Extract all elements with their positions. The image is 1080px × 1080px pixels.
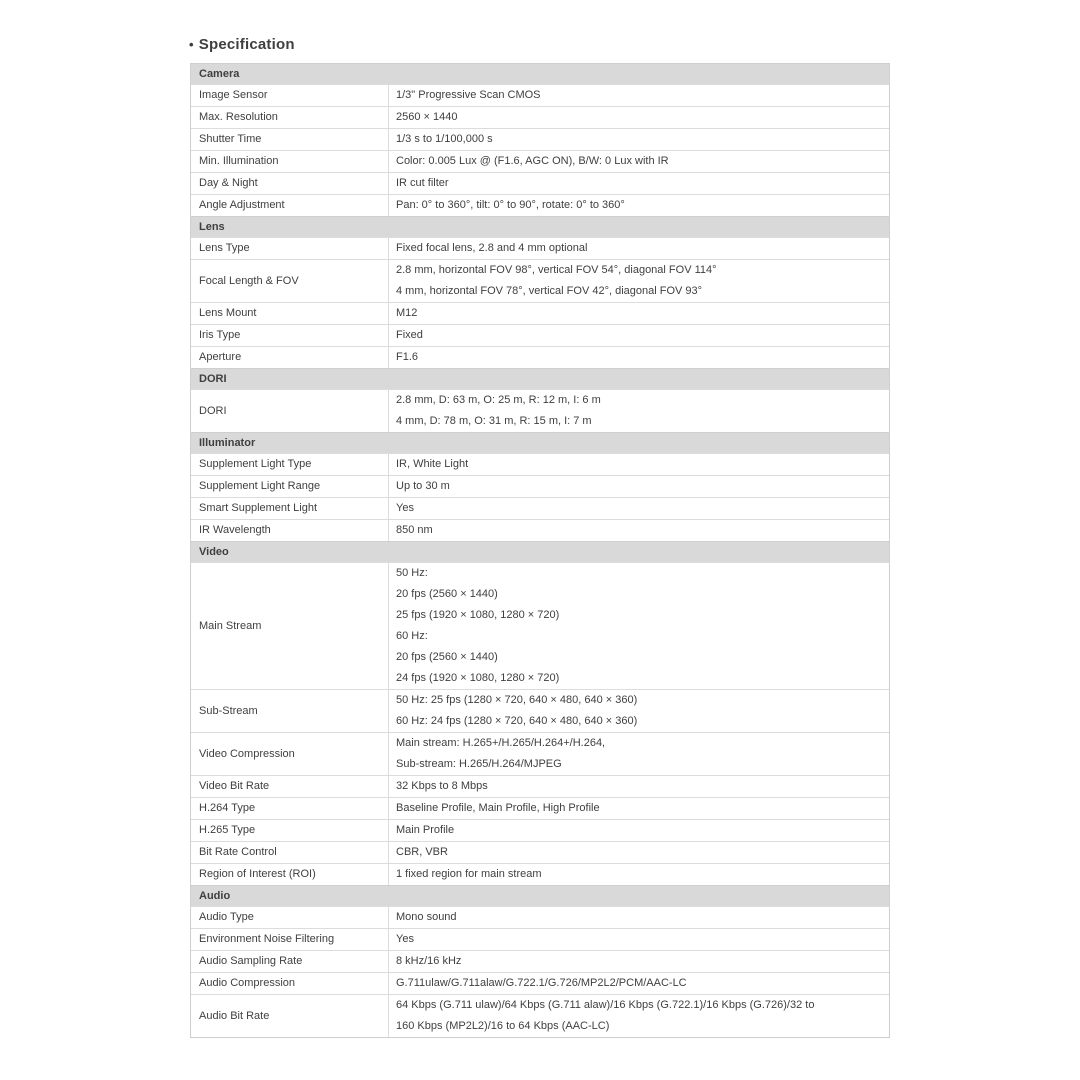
spec-value	[389, 498, 889, 519]
spec-value-line: CBR, VBR	[396, 846, 448, 858]
spec-row-audio-sampling-rate	[191, 950, 889, 972]
spec-value-line: 2.8 mm, horizontal FOV 98°, vertical FOV 54°, diagonal FOV 114°	[396, 264, 717, 276]
spec-row-h-264-type	[191, 797, 889, 819]
spec-value-line: 1 fixed region for main stream	[396, 868, 542, 880]
spec-value	[389, 820, 889, 841]
spec-label: Supplement Light Type	[191, 454, 389, 475]
spec-value-line: 2.8 mm, D: 63 m, O: 25 m, R: 12 m, I: 6 m	[396, 394, 601, 406]
spec-label: IR Wavelength	[191, 520, 389, 541]
spec-value	[389, 129, 889, 150]
spec-label: Day & Night	[191, 173, 389, 194]
spec-value	[389, 733, 889, 775]
spec-value-line: 32 Kbps to 8 Mbps	[396, 780, 488, 792]
spec-value-line: IR cut filter	[396, 177, 449, 189]
spec-value-line: 850 nm	[396, 524, 433, 536]
spec-value	[389, 107, 889, 128]
page-title-text: Specification	[198, 36, 295, 53]
spec-label: Main Stream	[191, 563, 389, 689]
spec-value-line: 20 fps (2560 × 1440)	[396, 588, 498, 600]
spec-label: Image Sensor	[191, 85, 389, 106]
spec-value-line: Sub-stream: H.265/H.264/MJPEG	[396, 758, 562, 770]
spec-value-line: 160 Kbps (MP2L2)/16 to 64 Kbps (AAC-LC)	[396, 1020, 610, 1032]
spec-label: Angle Adjustment	[191, 195, 389, 216]
section-header-dori: DORI	[191, 368, 889, 389]
spec-value-line: 2560 × 1440	[396, 111, 458, 123]
spec-value-line: Fixed	[396, 329, 423, 341]
spec-label: Environment Noise Filtering	[191, 929, 389, 950]
spec-value	[389, 303, 889, 324]
spec-label: Lens Type	[191, 238, 389, 259]
spec-value-line: IR, White Light	[396, 458, 469, 470]
spec-row-iris-type	[191, 324, 889, 346]
spec-row-focal-length-fov	[191, 259, 889, 302]
section-header-lens: Lens	[191, 216, 889, 237]
spec-row-angle-adjustment	[191, 194, 889, 216]
section-header-camera: Camera	[191, 63, 889, 84]
spec-row-lens-mount	[191, 302, 889, 324]
spec-value	[389, 85, 889, 106]
spec-value-line: Mono sound	[396, 911, 457, 923]
specification-table	[190, 63, 890, 1038]
spec-row-video-compression	[191, 732, 889, 775]
spec-label: Audio Type	[191, 907, 389, 928]
spec-value	[389, 563, 889, 689]
spec-value	[389, 929, 889, 950]
spec-label: Max. Resolution	[191, 107, 389, 128]
spec-row-region-of-interest-roi	[191, 863, 889, 885]
spec-label: Iris Type	[191, 325, 389, 346]
spec-value	[389, 951, 889, 972]
spec-value-line: 60 Hz: 24 fps (1280 × 720, 640 × 480, 640 × 360)	[396, 715, 638, 727]
spec-label: Video Bit Rate	[191, 776, 389, 797]
spec-label: Audio Compression	[191, 973, 389, 994]
spec-label: Region of Interest (ROI)	[191, 864, 389, 885]
spec-row-min-illumination	[191, 150, 889, 172]
spec-value-line: M12	[396, 307, 418, 319]
section-header-illuminator: Illuminator	[191, 432, 889, 453]
spec-value-line: 4 mm, horizontal FOV 78°, vertical FOV 42°, diagonal FOV 93°	[396, 285, 703, 297]
spec-label: H.264 Type	[191, 798, 389, 819]
spec-row-supplement-light-type	[191, 453, 889, 475]
spec-value-line: 1/3" Progressive Scan CMOS	[396, 89, 541, 101]
spec-label: DORI	[191, 390, 389, 432]
spec-value	[389, 238, 889, 259]
spec-row-audio-bit-rate	[191, 994, 889, 1037]
spec-value	[389, 476, 889, 497]
spec-row-lens-type	[191, 237, 889, 259]
spec-value	[389, 776, 889, 797]
spec-value-line: 50 Hz: 25 fps (1280 × 720, 640 × 480, 640 × 360)	[396, 694, 638, 706]
spec-label: Bit Rate Control	[191, 842, 389, 863]
bullet-icon: •	[189, 37, 194, 52]
spec-value-line: 8 kHz/16 kHz	[396, 955, 462, 967]
spec-label: Audio Sampling Rate	[191, 951, 389, 972]
spec-value-line: 20 fps (2560 × 1440)	[396, 651, 498, 663]
spec-row-main-stream	[191, 562, 889, 689]
spec-value	[389, 520, 889, 541]
spec-value-line: 50 Hz:	[396, 567, 428, 579]
spec-value-line: 24 fps (1920 × 1080, 1280 × 720)	[396, 672, 560, 684]
spec-row-day-night	[191, 172, 889, 194]
spec-value-line: F1.6	[396, 351, 419, 363]
spec-label: Shutter Time	[191, 129, 389, 150]
spec-row-smart-supplement-light	[191, 497, 889, 519]
spec-value-line: Up to 30 m	[396, 480, 450, 492]
spec-value	[389, 173, 889, 194]
spec-label: Audio Bit Rate	[191, 995, 389, 1037]
spec-label: H.265 Type	[191, 820, 389, 841]
spec-value	[389, 260, 889, 302]
spec-label: Min. Illumination	[191, 151, 389, 172]
spec-row-supplement-light-range	[191, 475, 889, 497]
spec-label: Video Compression	[191, 733, 389, 775]
spec-value	[389, 690, 889, 732]
spec-value-line: Yes	[396, 502, 414, 514]
spec-row-sub-stream	[191, 689, 889, 732]
spec-value-line: G.711ulaw/G.711alaw/G.722.1/G.726/MP2L2/PCM/AAC-LC	[396, 977, 687, 989]
spec-row-dori	[191, 389, 889, 432]
spec-label: Focal Length & FOV	[191, 260, 389, 302]
spec-value	[389, 973, 889, 994]
spec-row-audio-type	[191, 906, 889, 928]
spec-label: Supplement Light Range	[191, 476, 389, 497]
spec-label: Smart Supplement Light	[191, 498, 389, 519]
page-title	[189, 36, 295, 53]
spec-value-line: Yes	[396, 933, 414, 945]
spec-row-aperture	[191, 346, 889, 368]
spec-value	[389, 864, 889, 885]
spec-value-line: Color: 0.005 Lux @ (F1.6, AGC ON), B/W: 0 Lux with IR	[396, 155, 669, 167]
spec-value	[389, 151, 889, 172]
spec-label: Aperture	[191, 347, 389, 368]
spec-row-environment-noise-filtering	[191, 928, 889, 950]
spec-value	[389, 995, 889, 1037]
spec-value-line: 25 fps (1920 × 1080, 1280 × 720)	[396, 609, 560, 621]
spec-label: Sub-Stream	[191, 690, 389, 732]
spec-value	[389, 390, 889, 432]
spec-value	[389, 907, 889, 928]
spec-value-line: Main stream: H.265+/H.265/H.264+/H.264,	[396, 737, 606, 749]
spec-value-line: Fixed focal lens, 2.8 and 4 mm optional	[396, 242, 588, 254]
spec-value-line: 1/3 s to 1/100,000 s	[396, 133, 493, 145]
spec-value-line: Pan: 0° to 360°, tilt: 0° to 90°, rotate: 0° to 360°	[396, 199, 625, 211]
spec-row-video-bit-rate	[191, 775, 889, 797]
spec-value-line: Main Profile	[396, 824, 455, 836]
spec-value-line: 64 Kbps (G.711 ulaw)/64 Kbps (G.711 alaw)/16 Kbps (G.722.1)/16 Kbps (G.726)/32 to	[396, 999, 815, 1011]
spec-row-audio-compression	[191, 972, 889, 994]
spec-row-max-resolution	[191, 106, 889, 128]
spec-row-image-sensor	[191, 84, 889, 106]
spec-value	[389, 325, 889, 346]
spec-value	[389, 842, 889, 863]
spec-value	[389, 195, 889, 216]
spec-value-line: 4 mm, D: 78 m, O: 31 m, R: 15 m, I: 7 m	[396, 415, 592, 427]
section-header-video: Video	[191, 541, 889, 562]
section-header-audio: Audio	[191, 885, 889, 906]
spec-label: Lens Mount	[191, 303, 389, 324]
spec-value	[389, 454, 889, 475]
spec-value-line: 60 Hz:	[396, 630, 428, 642]
spec-value	[389, 798, 889, 819]
spec-value-line: Baseline Profile, Main Profile, High Profile	[396, 802, 600, 814]
spec-row-h-265-type	[191, 819, 889, 841]
spec-value	[389, 347, 889, 368]
spec-row-shutter-time	[191, 128, 889, 150]
spec-row-bit-rate-control	[191, 841, 889, 863]
spec-row-ir-wavelength	[191, 519, 889, 541]
